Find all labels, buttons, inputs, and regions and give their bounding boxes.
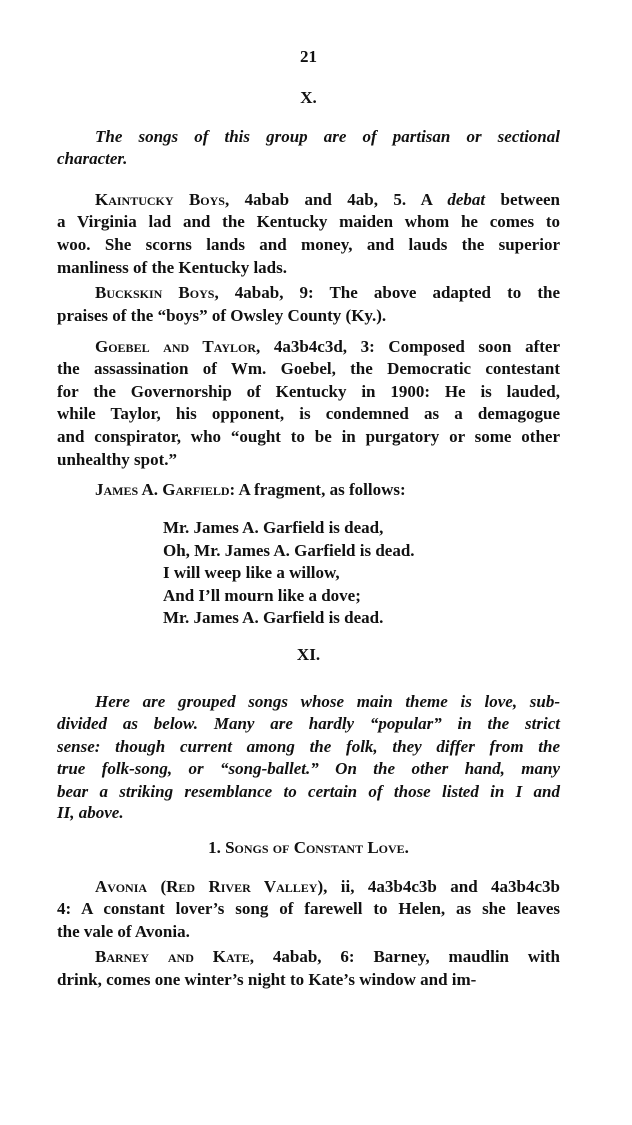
song-title: James A. Garfield — [95, 480, 230, 499]
text-run: And I’ll mourn like a dove; — [163, 586, 361, 605]
text-run: : A fragment, as follows: — [229, 480, 406, 499]
garfield-poem-line — [163, 517, 563, 539]
page-number-line — [57, 46, 560, 68]
song-title: Songs of Constant Love. — [225, 838, 409, 857]
section-xi-intro-line — [57, 802, 560, 824]
text-run: between — [485, 190, 560, 209]
section-xi-intro-line — [57, 713, 560, 735]
section-xi-intro-line — [57, 758, 560, 780]
text-run: a Virginia lad and the Kentucky maiden whom he comes to — [57, 212, 560, 231]
entry-barney-and-kate-line — [57, 969, 560, 991]
entry-goebel-and-taylor-line — [57, 403, 560, 425]
text-run: while Taylor, his opponent, is condemned as a demagogue — [57, 404, 560, 423]
text-run: woo. She scorns lands and money, and lauds the superior — [57, 235, 560, 254]
text-run: Mr. James A. Garfield is dead, — [163, 518, 384, 537]
song-title: Avonia (Red River Valley) — [95, 877, 324, 896]
text-run: , 4abab, 6: Barney, maudlin with — [249, 947, 560, 966]
italic-text: II, above. — [57, 803, 124, 822]
song-title: Barney and Kate — [95, 947, 250, 966]
text-run: for the Governorship of Kentucky in 1900: He is lauded, — [57, 382, 560, 401]
italic-text: divided as below. Many are hardly “popular” in the strict — [57, 714, 560, 733]
italic-text: true folk-song, or “song-ballet.” On the other hand, many — [57, 759, 560, 778]
text-run: 4: A constant lover’s song of farewell to Helen, as she leaves — [57, 899, 560, 918]
entry-kaintucky-boys-line — [57, 257, 560, 279]
garfield-poem-line — [163, 540, 563, 562]
song-title: Kaintucky Boys — [95, 190, 225, 209]
section-xi-intro-line — [57, 781, 560, 803]
entry-goebel-and-taylor-line — [57, 449, 560, 471]
garfield-poem-line — [163, 607, 563, 629]
section-xi-intro-line — [57, 691, 560, 713]
section-x-intro-line — [57, 126, 560, 148]
entry-goebel-and-taylor-line — [57, 381, 560, 403]
italic-text: debat — [447, 190, 486, 209]
text-run: I will weep like a willow, — [163, 563, 340, 582]
entry-goebel-and-taylor-line — [57, 358, 560, 380]
text-run: manliness of the Kentucky lads. — [57, 258, 287, 277]
text-run: , 4abab and 4ab, 5. A — [224, 190, 448, 209]
section-x-intro-line — [57, 148, 560, 170]
garfield-poem-line — [163, 562, 563, 584]
text-run: X. — [300, 88, 317, 107]
text-run: 1. — [208, 838, 226, 857]
text-run: Mr. James A. Garfield is dead. — [163, 608, 384, 627]
italic-text: character. — [57, 149, 128, 168]
italic-text: The songs of this group are of partisan or sectional — [95, 127, 560, 146]
text-run: and conspirator, who “ought to be in purgatory or some other — [57, 427, 560, 446]
text-run: the assassination of Wm. Goebel, the Democratic contestant — [57, 359, 560, 378]
entry-kaintucky-boys-line — [57, 189, 560, 211]
text-run: unhealthy spot.” — [57, 450, 177, 469]
text-run: XI. — [296, 645, 321, 664]
text-run: the vale of Avonia. — [57, 922, 190, 941]
text-run: , 4a3b4c3d, 3: Composed soon after — [256, 337, 560, 356]
entry-kaintucky-boys-line — [57, 211, 560, 233]
section-xi-intro-line — [57, 736, 560, 758]
italic-text: bear a striking resemblance to certain of those listed in I and — [57, 782, 560, 801]
text-run: 21 — [300, 47, 317, 66]
entry-avonia-line — [57, 921, 560, 943]
entry-avonia-line — [57, 898, 560, 920]
garfield-poem-line — [163, 585, 563, 607]
entry-kaintucky-boys-line — [57, 234, 560, 256]
section-heading-x-line — [57, 87, 560, 109]
entry-goebel-and-taylor-line — [57, 426, 560, 448]
entry-james-a-garfield-line — [57, 479, 560, 501]
italic-text: sense: though current among the folk, they differ from the — [57, 737, 560, 756]
text-run: praises of the “boys” of Owsley County (Ky.). — [57, 306, 387, 325]
song-title: Buckskin Boys — [95, 283, 215, 302]
entry-buckskin-boys-line — [57, 305, 560, 327]
entry-buckskin-boys-line — [57, 282, 560, 304]
entry-avonia-line — [57, 876, 560, 898]
italic-text: Here are grouped songs whose main theme is love, sub- — [95, 692, 560, 711]
song-title: Goebel and Taylor — [95, 337, 256, 356]
entry-goebel-and-taylor-line — [57, 336, 560, 358]
text-run: , 4abab, 9: The above adapted to the — [214, 283, 560, 302]
subsection-heading-constant-love-line — [57, 837, 560, 859]
entry-barney-and-kate-line — [57, 946, 560, 968]
text-run: drink, comes one winter’s night to Kate’s window and im- — [57, 970, 477, 989]
text-run: Oh, Mr. James A. Garfield is dead. — [163, 541, 415, 560]
text-run: , ii, 4a3b4c3b and 4a3b4c3b — [323, 877, 561, 896]
section-heading-xi-line — [57, 644, 560, 666]
